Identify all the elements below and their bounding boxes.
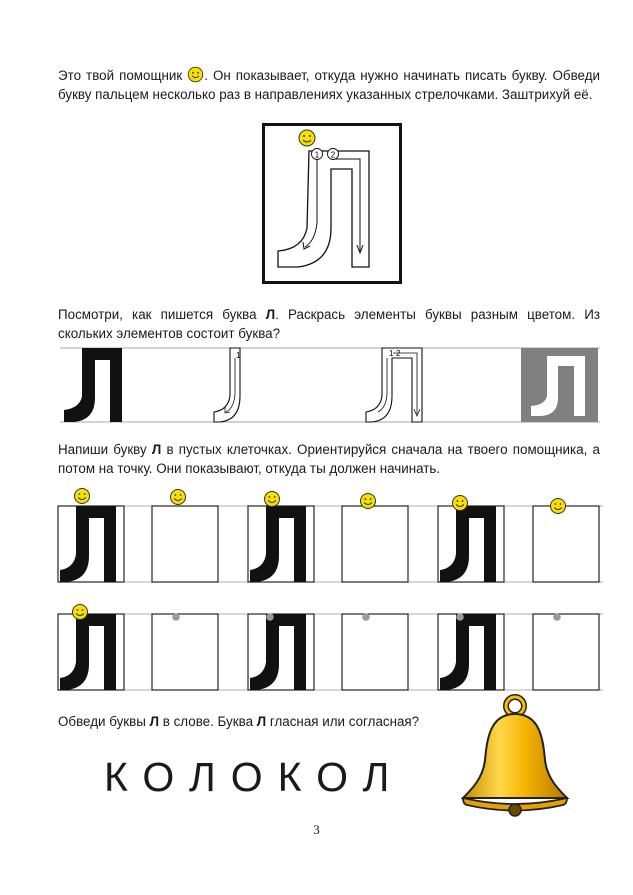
bell-icon xyxy=(460,694,584,818)
smiley-icon xyxy=(299,130,315,146)
smiley-icon xyxy=(73,605,88,620)
letter-highlight: Л xyxy=(151,442,162,457)
smiley-icon xyxy=(75,489,90,504)
letter-highlight: Л xyxy=(149,714,160,729)
instruction-text: Это твой помощник xyxy=(58,68,183,83)
smiley-icon xyxy=(453,496,468,511)
empty-cell[interactable] xyxy=(152,506,218,582)
step-two-outline xyxy=(366,348,422,422)
letter-highlight: Л xyxy=(265,307,276,322)
instruction-write: Напиши букву Л в пустых клеточках. Ориентируйся сначала на твоего помощника, а потом на точку. Они показывают, откуда ты должен начинать. xyxy=(58,442,600,476)
stroke-number: 2 xyxy=(330,150,336,160)
trace-figure xyxy=(262,123,402,285)
smiley-icon xyxy=(171,490,186,505)
instruction-text: . Он показывает, откуда нужно начинать писать букву. Обведи букву пальцем несколько раз в направлениях указанных стрелочками. Заштрихуй её. xyxy=(58,68,601,102)
empty-cell[interactable] xyxy=(342,506,408,582)
instruction-word: Обведи буквы Л в слове. Буква Л гласная или согласная? xyxy=(58,714,420,729)
step-number: 1 xyxy=(389,349,394,358)
stroke-sequence xyxy=(60,346,600,424)
writing-grid xyxy=(58,486,603,696)
stroke-number: 1 xyxy=(314,150,320,160)
start-dot xyxy=(172,613,180,621)
start-dot xyxy=(553,613,561,621)
smiley-icon xyxy=(187,66,204,83)
smiley-icon xyxy=(551,499,566,514)
instruction-strokes: Посмотри, как пишется буква Л. Раскрась элементы буквы разным цветом. Из скольких элементов состоит буква? xyxy=(58,307,600,341)
smiley-icon xyxy=(265,492,280,507)
letter-highlight: Л xyxy=(256,714,267,729)
empty-cell[interactable] xyxy=(533,506,599,582)
step-number: 2 xyxy=(396,349,401,358)
empty-cell[interactable] xyxy=(342,614,408,690)
start-dot xyxy=(456,613,464,621)
start-dot xyxy=(362,613,370,621)
step-number: 1 xyxy=(236,351,241,360)
instruction-trace xyxy=(58,66,600,104)
page-number: 3 xyxy=(313,822,320,837)
start-dot xyxy=(266,613,274,621)
smiley-icon xyxy=(361,494,376,509)
letter-solid xyxy=(64,348,122,422)
empty-cell[interactable] xyxy=(533,614,599,690)
empty-cell[interactable] xyxy=(152,614,218,690)
practice-word: КОЛОКОЛ xyxy=(104,754,405,800)
